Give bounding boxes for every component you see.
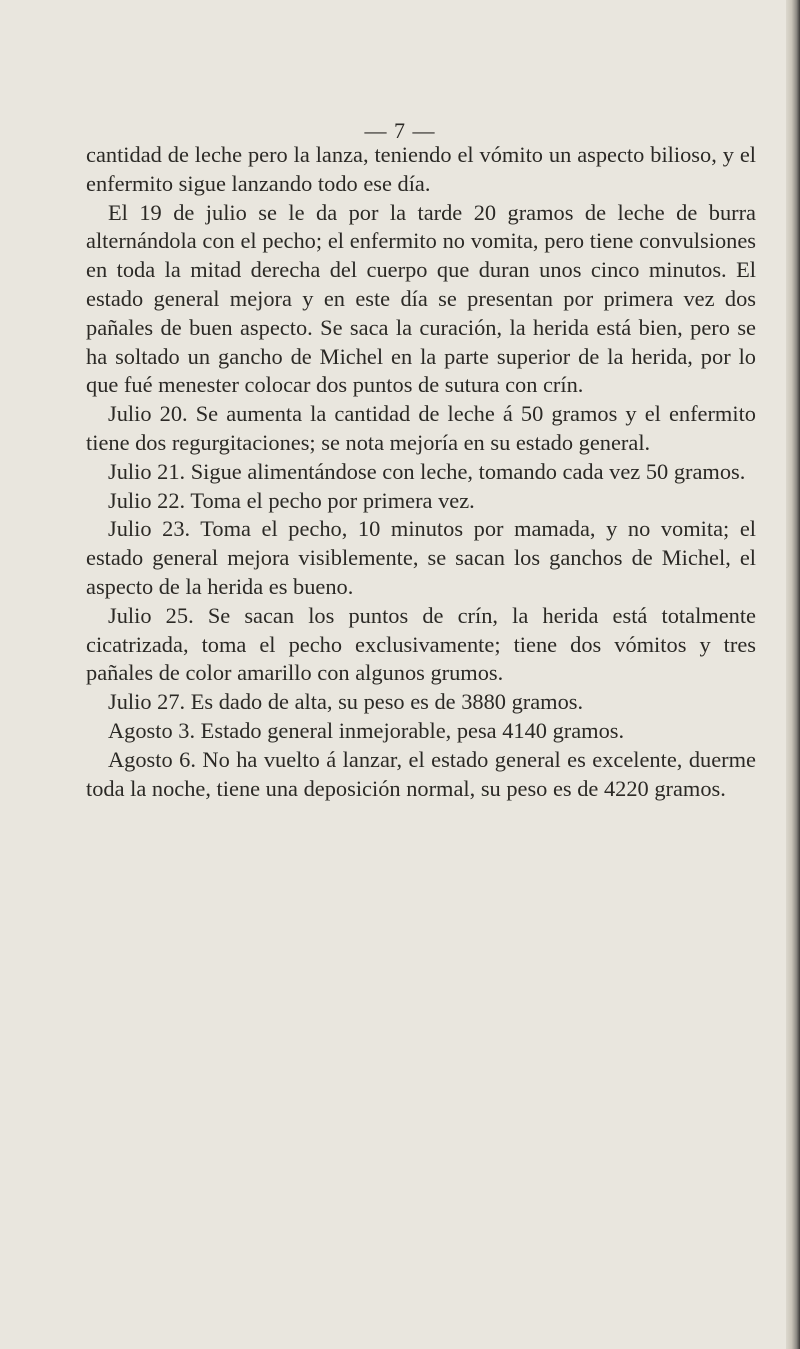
paragraph-6: Julio 23. Toma el pecho, 10 minutos por mamada, y no vomita; el estado general mejora visiblemente, se sacan los ganchos de Michel, el aspecto de la herida es bueno.: [86, 516, 756, 599]
paragraph-2: El 19 de julio se le da por la tarde 20 gramos de leche de burra alternándola con el pecho; el enfermito no vomita, pero tiene convulsiones en toda la mitad derecha del cuerpo que duran unos cinco minutos. El estado general mejora y en este día se presentan por primera vez dos pañales de buen aspecto. Se saca la curación, la herida está bien, pero se ha soltado un gancho de Michel en la parte superior de la herida, por lo que fué menester colocar dos puntos de sutura con crín.: [86, 199, 756, 398]
page-number: — 7 —: [364, 118, 436, 143]
page-edge-shadow: [786, 0, 800, 1349]
paragraph-7: Julio 25. Se sacan los puntos de crín, la herida está totalmente cicatrizada, toma el pecho exclusivamente; tiene dos vómitos y tres pañales de color amarillo con algunos grumos.: [86, 602, 756, 686]
body-text: [86, 141, 756, 803]
paragraph-4: Julio 21. Sigue alimentándose con leche, tomando cada vez 50 gramos.: [108, 458, 746, 484]
paragraph-5: Julio 22. Toma el pecho por primera vez.: [108, 487, 475, 513]
paragraph-10: Agosto 6. No ha vuelto á lanzar, el estado general es excelente, duerme toda la noche, tiene una deposición normal, su peso es de 4220 gramos.: [86, 746, 756, 801]
paragraph-8: Julio 27. Es dado de alta, su peso es de 3880 gramos.: [108, 689, 584, 715]
paragraph-1: cantidad de leche pero la lanza, teniendo el vómito un aspecto bilioso, y el enfermito sigue lanzando todo ese día.: [86, 142, 756, 196]
paragraph-9: Agosto 3. Estado general inmejorable, pesa 4140 gramos.: [108, 717, 625, 743]
paragraph-3: Julio 20. Se aumenta la cantidad de leche á 50 gramos y el enfermito tiene dos regurgitaciones; se nota mejoría en su estado general.: [86, 401, 756, 455]
